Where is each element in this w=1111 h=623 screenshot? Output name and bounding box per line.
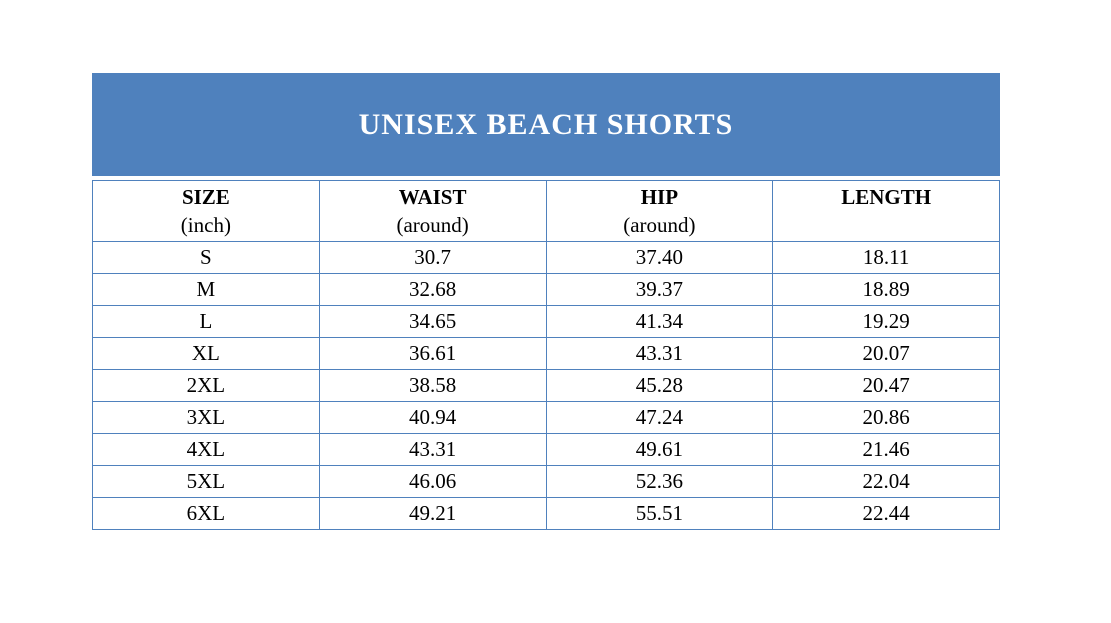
cell-waist: 36.61 [319,338,546,370]
column-unit-hip: (around) [623,213,696,237]
table-row [93,402,1000,434]
title-banner [92,73,1000,176]
cell-waist: 34.65 [319,306,546,338]
cell-length: 20.07 [773,338,1000,370]
cell-waist: 49.21 [319,498,546,530]
column-label-length: LENGTH [841,184,932,209]
chart-title: UNISEX BEACH SHORTS [358,107,734,141]
cell-size: S [93,242,320,274]
cell-waist: 43.31 [319,434,546,466]
cell-waist: 46.06 [319,466,546,498]
cell-size: 5XL [93,466,320,498]
column-unit-waist: (around) [396,213,469,237]
cell-length: 20.47 [773,370,1000,402]
table-row [93,498,1000,530]
cell-length: 19.29 [773,306,1000,338]
cell-hip: 43.31 [546,338,773,370]
cell-waist: 30.7 [319,242,546,274]
cell-size: 6XL [93,498,320,530]
column-unit-length [773,211,999,239]
cell-length: 22.44 [773,498,1000,530]
cell-length: 18.89 [773,274,1000,306]
cell-hip: 41.34 [546,306,773,338]
size-chart-container [92,73,1000,530]
cell-size: L [93,306,320,338]
size-chart-header [93,181,1000,242]
cell-waist: 38.58 [319,370,546,402]
cell-length: 20.86 [773,402,1000,434]
cell-hip: 39.37 [546,274,773,306]
column-label-hip: HIP [640,184,679,209]
size-table-body [93,242,1000,530]
cell-size: XL [93,338,320,370]
table-row [93,370,1000,402]
cell-size: 3XL [93,402,320,434]
column-label-waist: WAIST [398,184,467,209]
column-header-waist [319,181,546,242]
table-row [93,434,1000,466]
column-header-length [773,181,1000,242]
cell-size: 4XL [93,434,320,466]
cell-waist: 40.94 [319,402,546,434]
table-row [93,274,1000,306]
size-chart-table [92,180,1000,530]
column-label-size: SIZE [181,184,230,209]
cell-hip: 49.61 [546,434,773,466]
column-unit-size: (inch) [180,213,231,237]
cell-waist: 32.68 [319,274,546,306]
table-row [93,306,1000,338]
cell-size: 2XL [93,370,320,402]
table-row [93,242,1000,274]
cell-size: M [93,274,320,306]
cell-length: 18.11 [773,242,1000,274]
table-row [93,338,1000,370]
cell-hip: 52.36 [546,466,773,498]
table-row [93,466,1000,498]
header-row [93,181,1000,242]
cell-hip: 45.28 [546,370,773,402]
cell-length: 22.04 [773,466,1000,498]
cell-hip: 55.51 [546,498,773,530]
cell-hip: 47.24 [546,402,773,434]
column-header-size [93,181,320,242]
column-header-hip [546,181,773,242]
cell-length: 21.46 [773,434,1000,466]
cell-hip: 37.40 [546,242,773,274]
